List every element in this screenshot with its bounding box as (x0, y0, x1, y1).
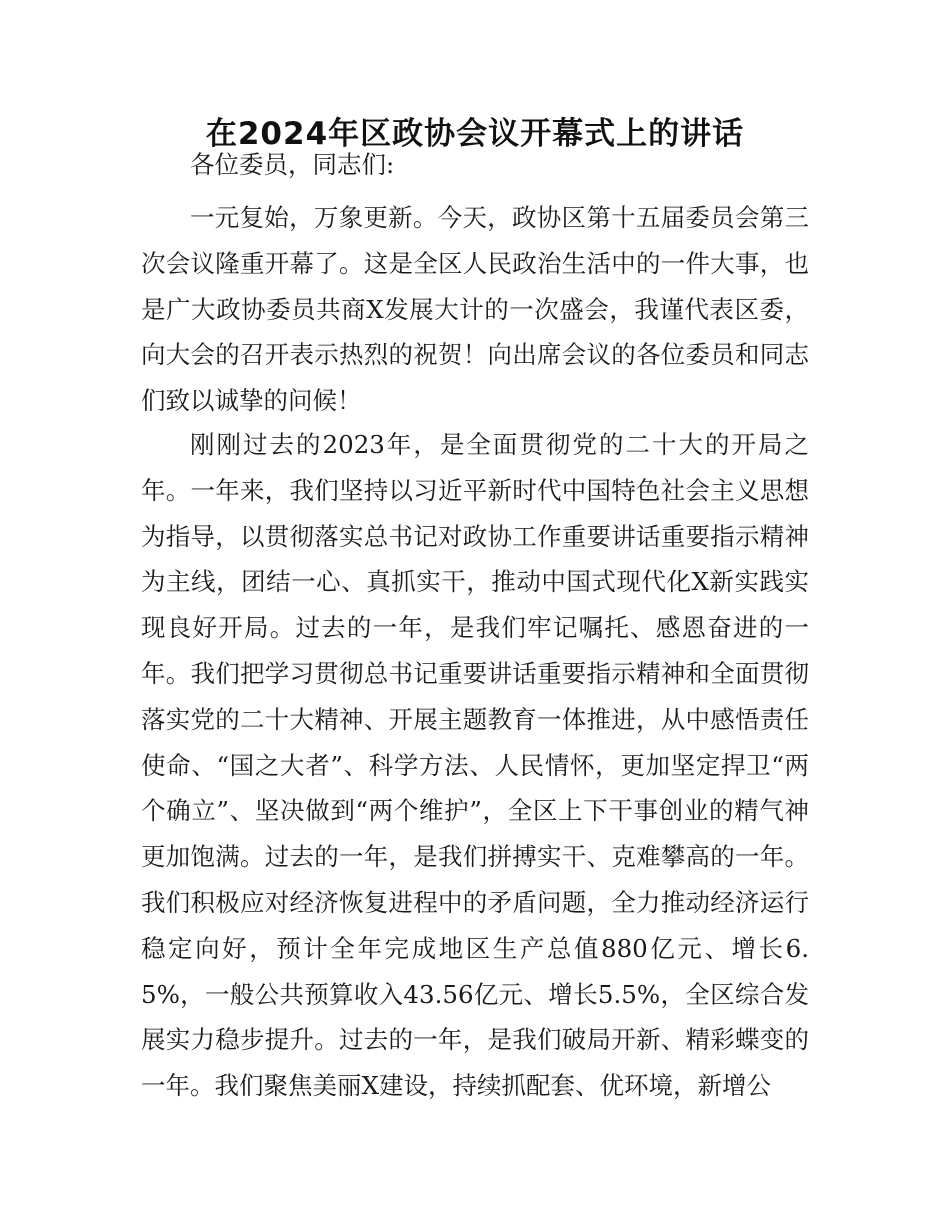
paragraph-1: 一元复始，万象更新。今天，政协区第十五届委员会第三次会议隆重开幕了。这是全区人民政治生活中的一件大事，也是广大政协委员共商X发展大计的一次盛会，我谨代表区委，向大会的召开表示热烈的祝贺！向出席会议的各位委员和同志们致以诚挚的问候！ (141, 203, 809, 416)
salutation: 各位委员，同志们: (190, 150, 395, 179)
document-title: 在2024年区政协会议开幕式上的讲话 (205, 116, 745, 152)
paragraph-2: 刚刚过去的2023年，是全面贯彻党的二十大的开局之年。一年来，我们坚持以习近平新时代中国特色社会主义思想为指导，以贯彻落实总书记对政协工作重要讲话重要指示精神为主线，团结一心、真抓实干，推动中国式现代化X新实践实现良好开局。过去的一年，是我们牢记嘱托、感恩奋进的一年。我们把学习贯彻总书记重要讲话重要指示精神和全面贯彻落实党的二十大精神、开展主题教育一体推进，从中感悟责任使命、“国之大者”、科学方法、人民情怀，更加坚定捍卫“两个确立”、坚决做到“两个维护”，全区上下干事创业的精气神更加饱满。过去的一年，是我们拼搏实干、克难攀高的一年。我们积极应对经济恢复进程中的矛盾问题，全力推动经济运行稳定向好，预计全年完成地区生产总值880亿元、增长6.5%，一般公共预算收入43.56亿元、增长5.5%，全区综合发展实力稳步提升。过去的一年，是我们破局开新、精彩蝶变的一年。我们聚焦美丽X建设，持续抓配套、优环境，新增公 (141, 430, 809, 1101)
